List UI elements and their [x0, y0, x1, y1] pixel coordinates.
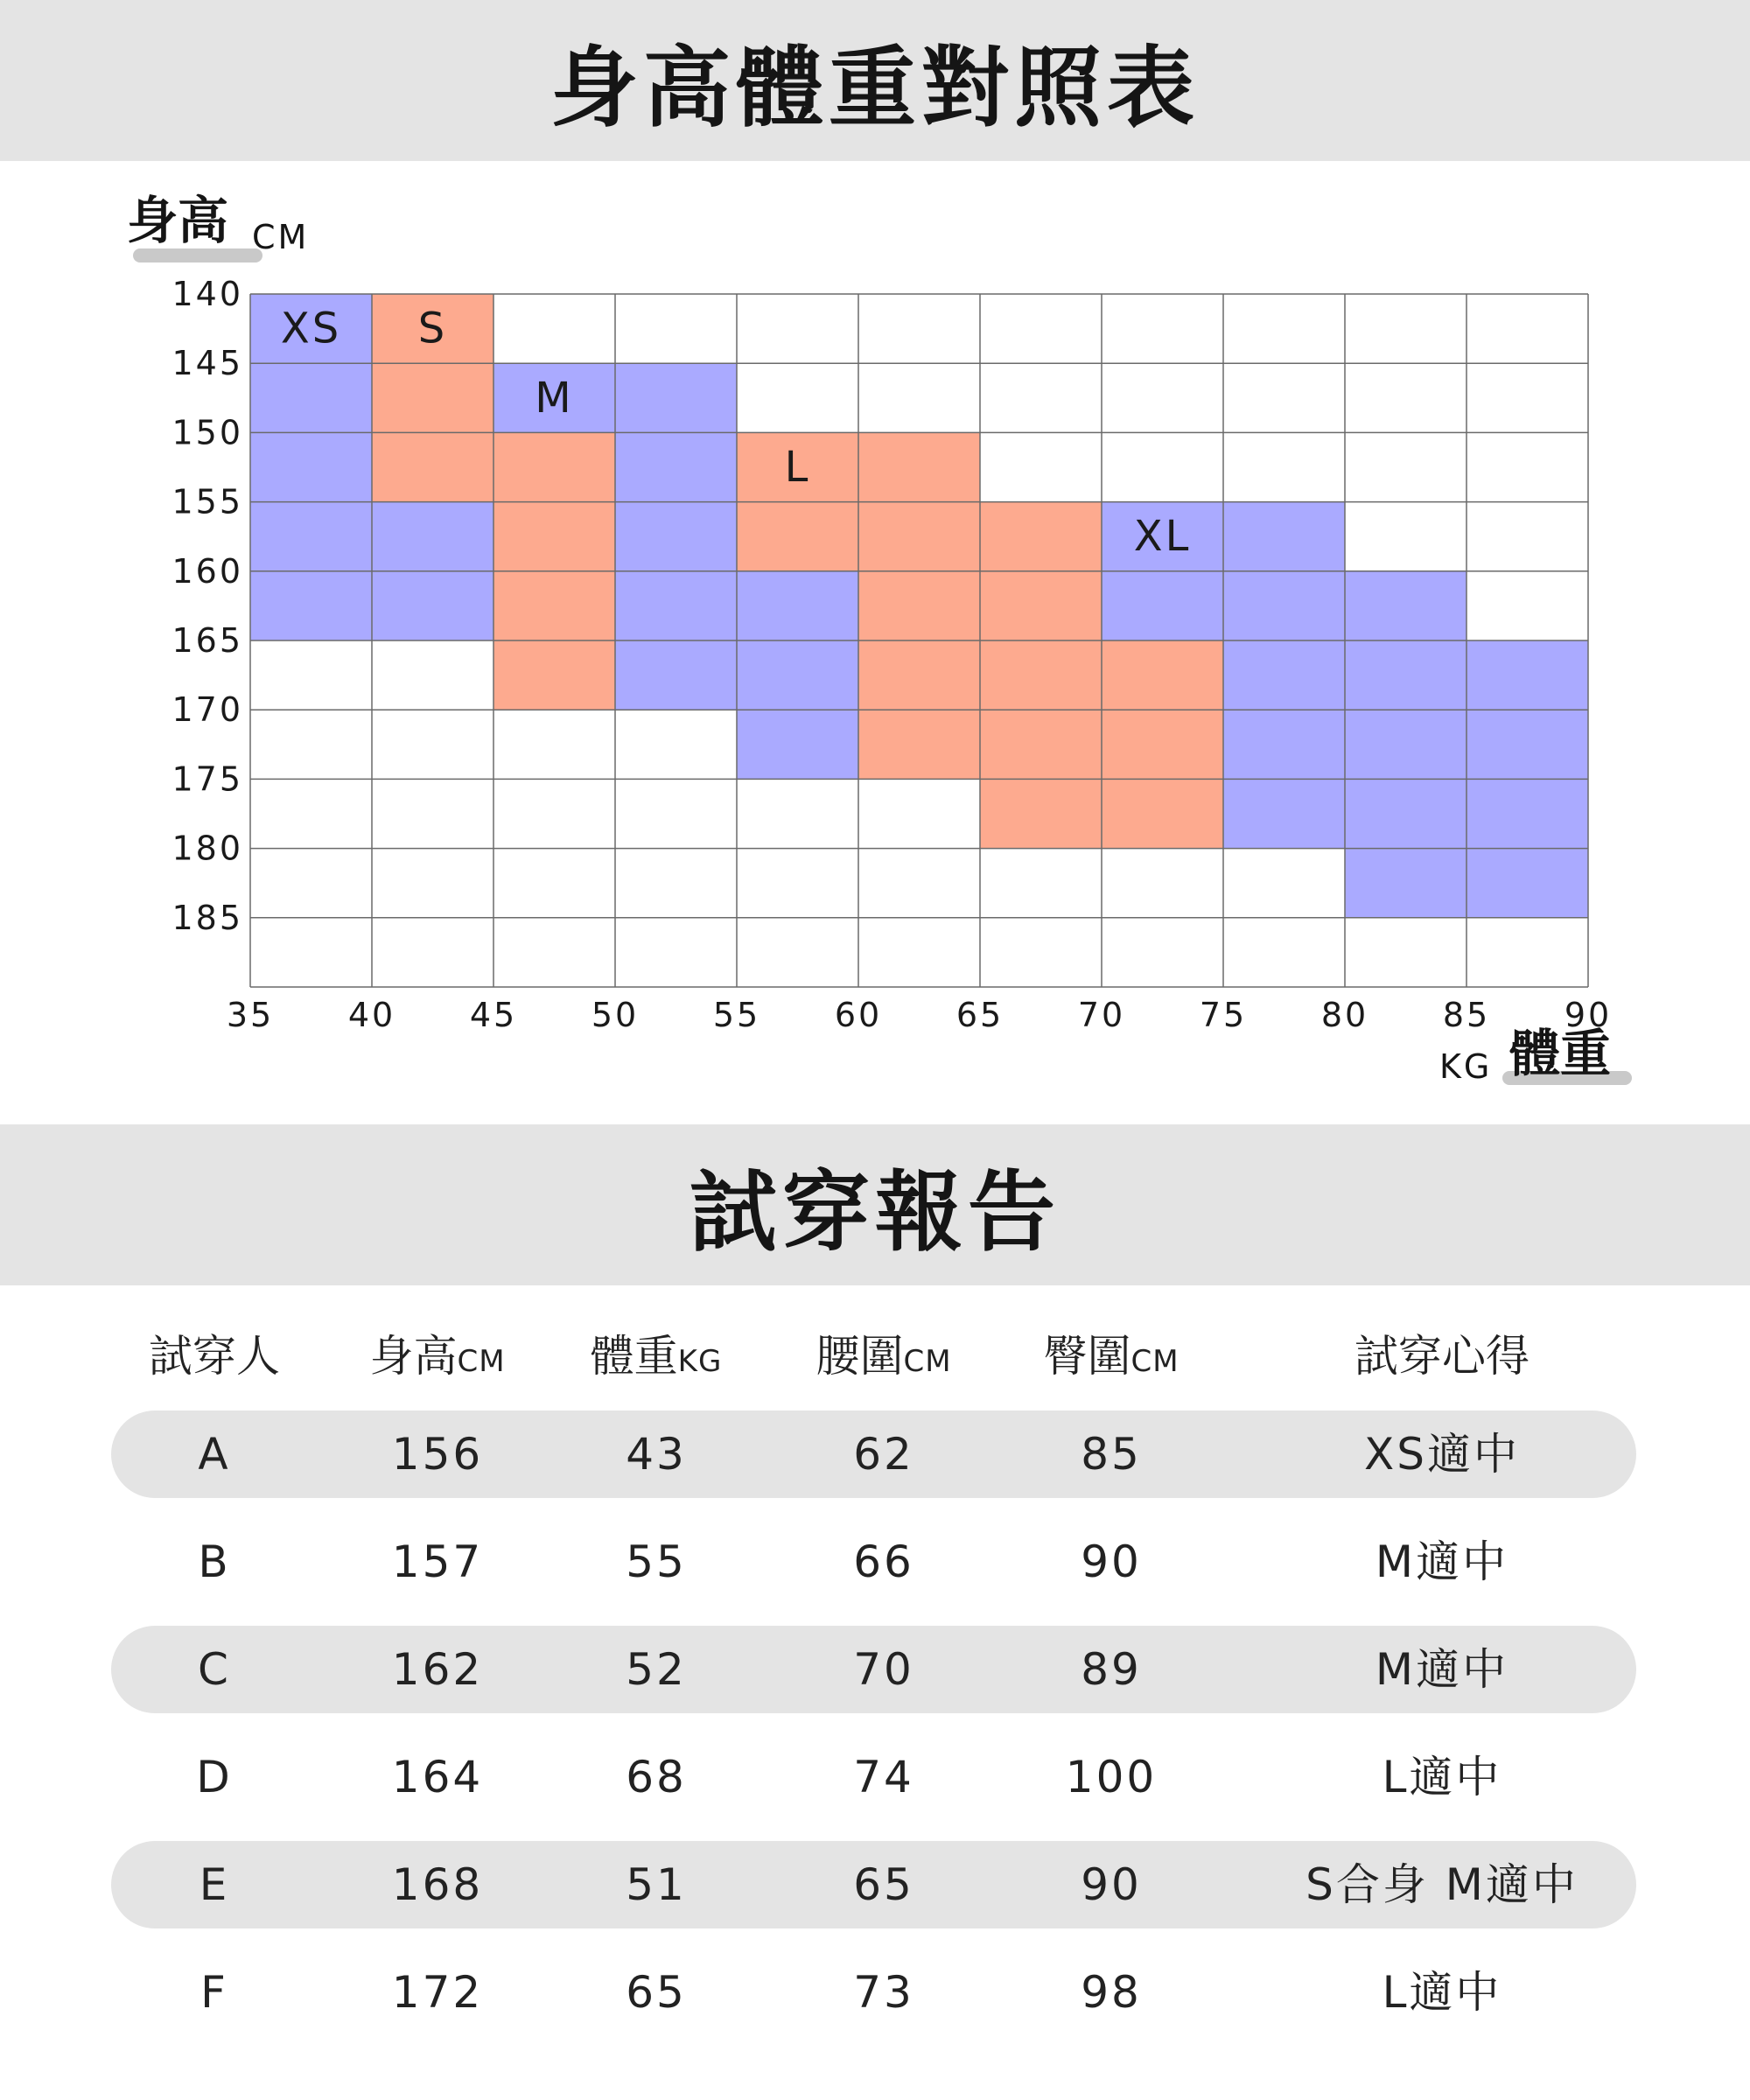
size-chart — [0, 161, 1750, 1124]
size-label-xs: XS — [280, 304, 342, 354]
region-xl-cell — [1345, 571, 1466, 918]
table-row — [111, 1518, 1636, 1606]
column-header-unit: CM — [1130, 1344, 1180, 1379]
region-l-cell — [1102, 640, 1223, 849]
table-row — [111, 1949, 1636, 2036]
y-axis-title: 身高 — [127, 191, 229, 250]
size-label-l: L — [784, 443, 811, 492]
report-title: 試穿報告 — [690, 1161, 1060, 1264]
table-cell: D — [196, 1752, 233, 1802]
y-axis-unit: CM — [252, 218, 310, 256]
table-cell: L適中 — [1382, 1752, 1502, 1802]
x-tick-label: 55 — [712, 996, 761, 1034]
column-header-label: 體重 — [590, 1331, 678, 1382]
region-l-cell — [858, 432, 980, 779]
y-axis-title-underline — [133, 248, 262, 262]
y-tick-label: 145 — [172, 344, 243, 383]
x-tick-label: 70 — [1077, 996, 1126, 1034]
table-cell: 43 — [626, 1429, 687, 1480]
table-cell: E — [199, 1859, 230, 1910]
y-tick-label: 140 — [172, 275, 243, 313]
table-row — [111, 1841, 1636, 1928]
table-row — [111, 1410, 1636, 1498]
region-xl-cell — [1223, 502, 1345, 849]
table-cell: 157 — [391, 1536, 484, 1587]
table-cell: 51 — [626, 1859, 687, 1910]
column-header-unit: CM — [457, 1344, 506, 1379]
table-cell: 73 — [853, 1967, 914, 2018]
column-header-label: 試穿心得 — [1354, 1331, 1530, 1382]
table-row — [111, 1733, 1636, 1821]
x-tick-label: 50 — [591, 996, 640, 1034]
table-cell: 164 — [391, 1752, 484, 1802]
region-m-cell — [615, 363, 737, 710]
column-header — [369, 1321, 505, 1391]
x-tick-label: 80 — [1320, 996, 1369, 1034]
table-cell: F — [200, 1967, 228, 2018]
x-tick-label: 35 — [226, 996, 275, 1034]
x-tick-label: 90 — [1564, 996, 1613, 1034]
table-cell: L適中 — [1382, 1967, 1502, 2018]
table-cell: XS適中 — [1364, 1429, 1520, 1480]
y-tick-label: 155 — [172, 482, 243, 522]
table-cell: 62 — [853, 1429, 914, 1480]
x-tick-label: 45 — [469, 996, 518, 1034]
region-l-cell — [980, 502, 1102, 849]
column-header-label: 腰圍 — [816, 1331, 904, 1382]
size-label-s: S — [417, 304, 448, 354]
column-header — [1043, 1321, 1179, 1391]
column-header — [1354, 1321, 1530, 1391]
table-cell: 52 — [626, 1644, 687, 1695]
region-m-cell — [737, 571, 858, 780]
x-tick-label: 65 — [956, 996, 1004, 1034]
x-tick-label: 75 — [1199, 996, 1248, 1034]
x-tick-label: 60 — [834, 996, 883, 1034]
table-cell: 70 — [853, 1644, 914, 1695]
page-title: 身高體重對照表 — [550, 37, 1200, 139]
size-label-xl: XL — [1133, 512, 1192, 562]
table-cell: 65 — [853, 1859, 914, 1910]
table-cell: 55 — [626, 1536, 687, 1587]
table-cell: 89 — [1081, 1644, 1142, 1695]
y-tick-label: 175 — [172, 760, 243, 799]
x-tick-label: 40 — [347, 996, 396, 1034]
column-header — [816, 1321, 951, 1391]
x-axis-title: 體重 — [1509, 1024, 1612, 1083]
y-tick-label: 180 — [172, 829, 243, 868]
report-title-band — [0, 1124, 1750, 1285]
table-cell: 90 — [1081, 1536, 1142, 1587]
table-row — [111, 1626, 1636, 1713]
table-cell: 85 — [1081, 1429, 1142, 1480]
column-header-unit: CM — [903, 1344, 952, 1379]
y-tick-label: 150 — [172, 413, 243, 452]
column-header-unit: KG — [677, 1344, 723, 1379]
table-cell: S合身 M適中 — [1306, 1859, 1578, 1910]
table-cell: 168 — [391, 1859, 484, 1910]
table-cell: 156 — [391, 1429, 484, 1480]
table-cell: 66 — [853, 1536, 914, 1587]
column-header-label: 試穿人 — [149, 1331, 280, 1382]
y-tick-label: 160 — [172, 551, 243, 591]
column-header — [591, 1321, 723, 1391]
table-cell: 98 — [1081, 1967, 1142, 2018]
table-cell: B — [198, 1536, 231, 1587]
column-header-label: 臀圍 — [1043, 1331, 1131, 1382]
table-cell: A — [198, 1429, 231, 1480]
y-tick-label: 170 — [172, 690, 243, 730]
table-cell: 68 — [626, 1752, 687, 1802]
table-cell: 90 — [1081, 1859, 1142, 1910]
table-cell: 100 — [1065, 1752, 1158, 1802]
table-cell: 162 — [391, 1644, 484, 1695]
x-axis-unit: KG — [1439, 1047, 1493, 1086]
table-cell: 65 — [626, 1967, 687, 2018]
table-cell: M適中 — [1375, 1536, 1509, 1587]
size-label-m: M — [535, 373, 574, 423]
title-band — [0, 0, 1750, 161]
x-tick-label: 85 — [1442, 996, 1491, 1034]
table-cell: C — [198, 1644, 231, 1695]
table-cell: 74 — [853, 1752, 914, 1802]
column-header — [149, 1321, 280, 1391]
table-cell: M適中 — [1375, 1644, 1509, 1695]
y-tick-label: 185 — [172, 898, 243, 937]
table-cell: 172 — [391, 1967, 484, 2018]
column-header-label: 身高 — [369, 1331, 458, 1382]
y-tick-label: 165 — [172, 621, 243, 660]
